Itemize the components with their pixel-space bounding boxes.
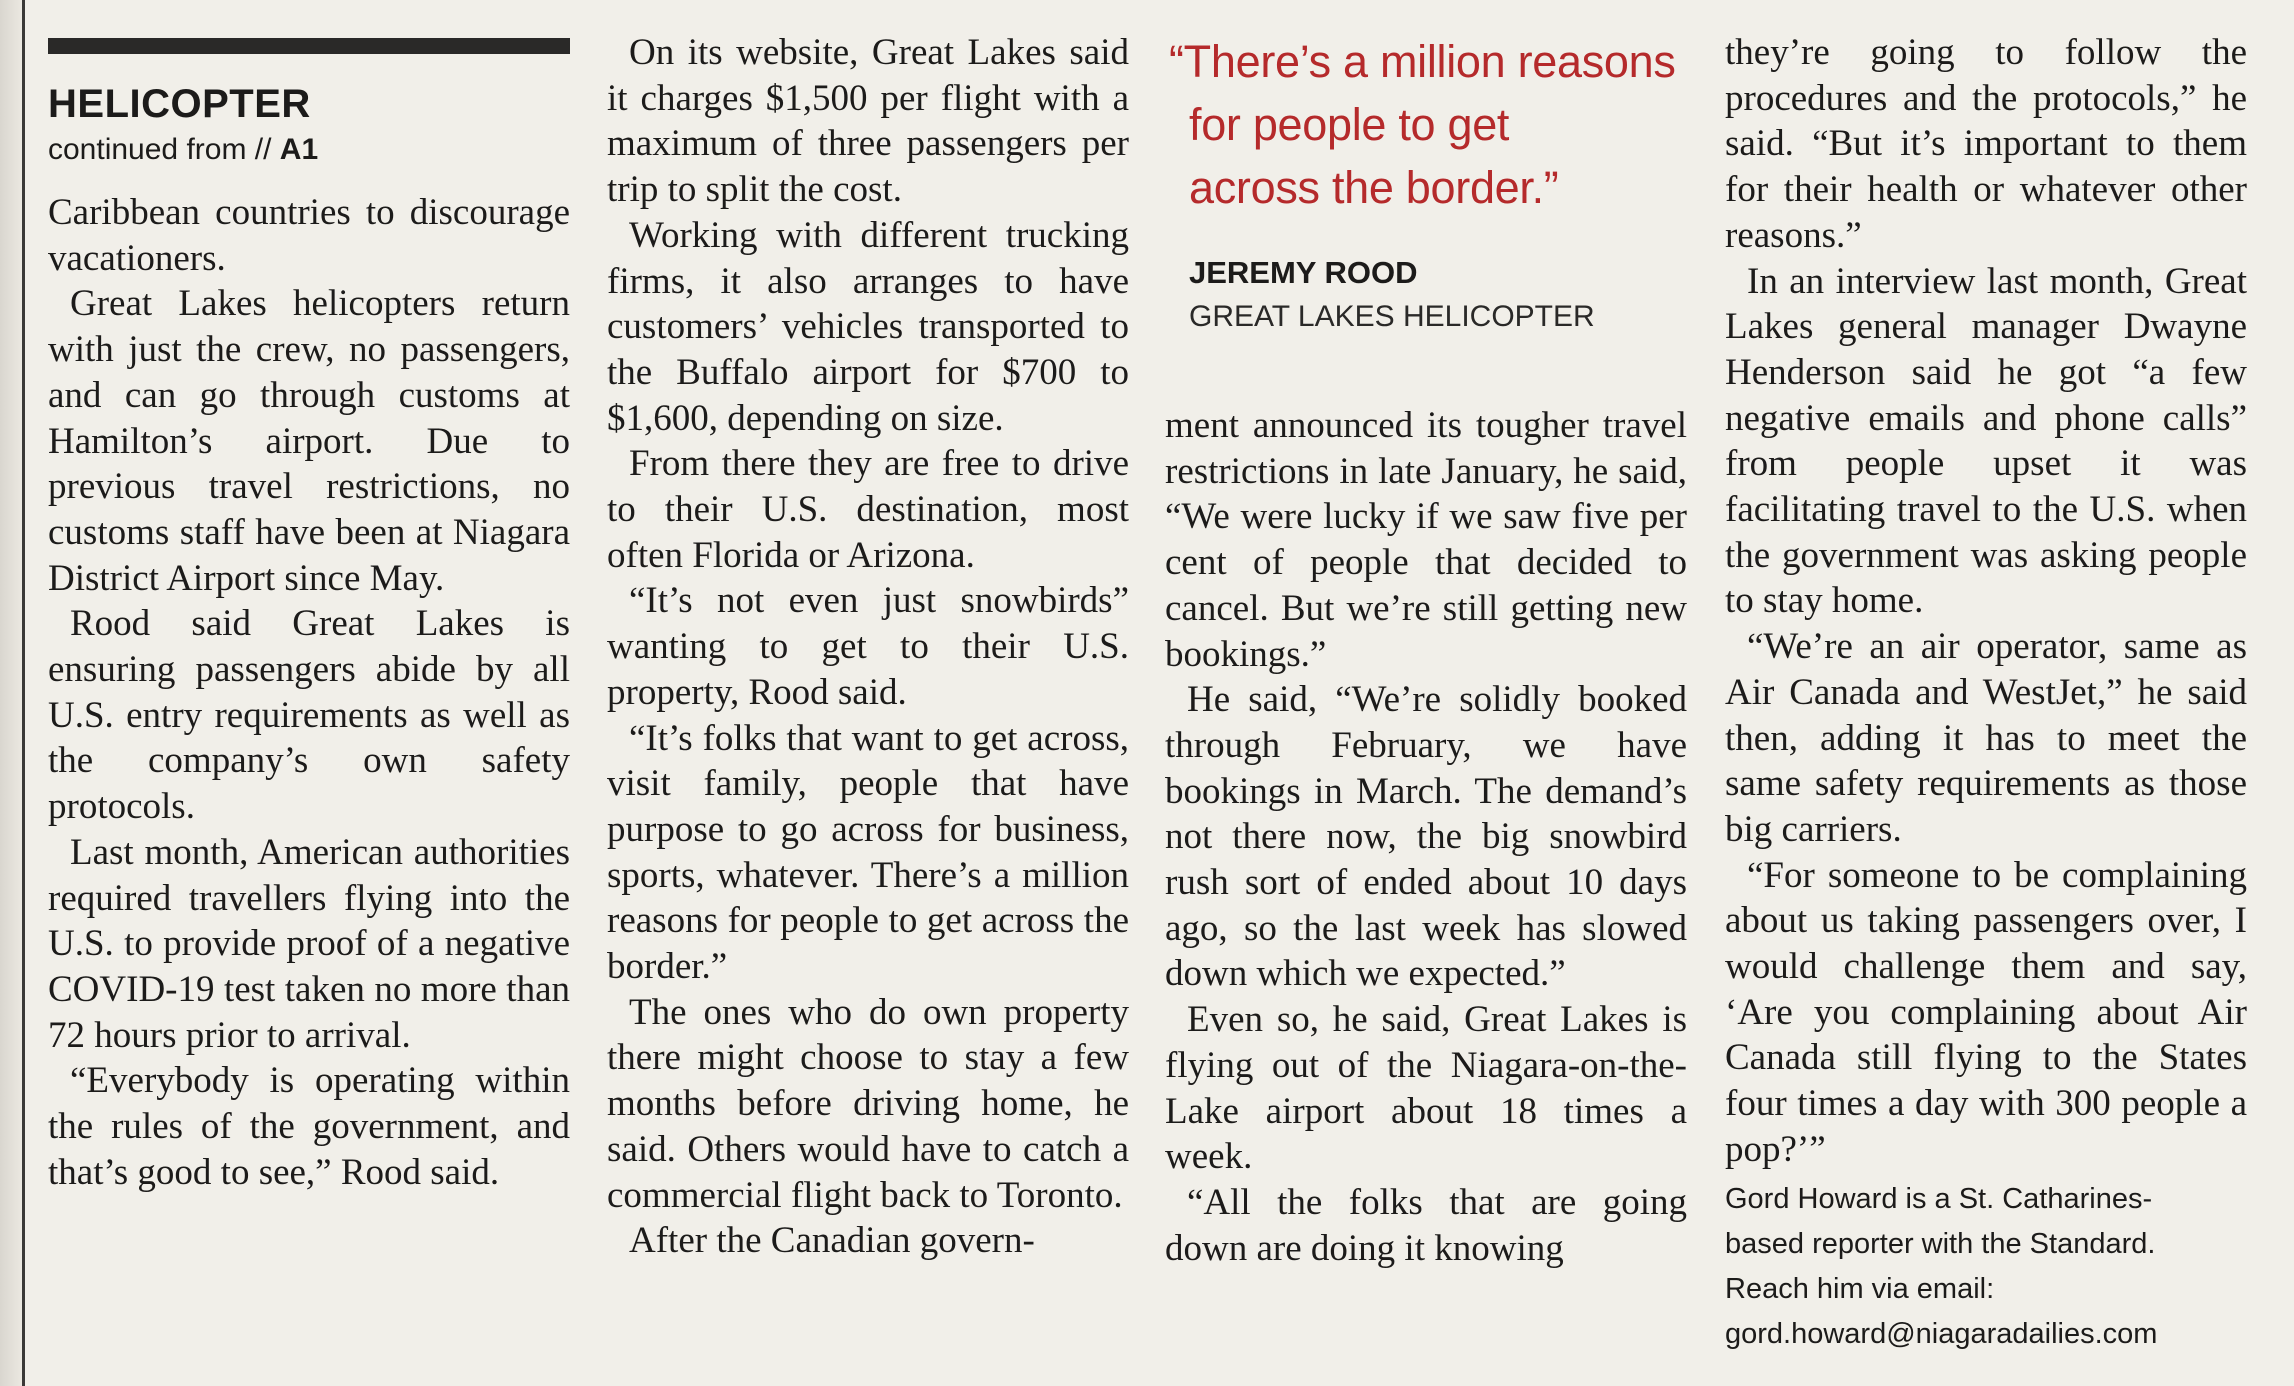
tagline-line: Gord Howard is a St. Catharines- [1725, 1182, 2153, 1215]
paragraph: The ones who do own property there might choose to stay a few months before driving home, he said. Others would have to catch a commercial flight back to Toronto. [607, 991, 1129, 1216]
article-column-1 [48, 30, 570, 1380]
article-column-2 [607, 30, 1129, 1380]
pull-quote-line: across the border.” [1189, 162, 1559, 213]
pull-quote-attribution-org: GREAT LAKES HELICOPTER [1189, 300, 1595, 333]
article-body-col-2 [607, 30, 1129, 1264]
pull-quote-box [1165, 30, 1687, 337]
paragraph: After the Canadian govern- [629, 1220, 1035, 1262]
paragraph: ment announced its tougher travel restrictions in late January, he said, “We were lucky if we saw five per cent of people that decided to cancel. But we’re still getting new bookings.” [1165, 405, 1687, 675]
paragraph: “We’re an air operator, same as Air Canada and WestJet,” he said then, adding it has to meet the same safety requirements as those big carriers. [1725, 626, 2247, 850]
pull-quote-line: for people to get [1189, 99, 1510, 150]
tagline-line: based reporter with the Standard. [1725, 1227, 2156, 1260]
paragraph: In an interview last month, Great Lakes general manager Dwayne Henderson said he got “a few negative emails and phone calls” from people upset it was facilitating travel to the U.S. when the government was asking people to stay home. [1725, 260, 2247, 622]
page-edge [0, 0, 25, 1386]
paragraph: Even so, he said, Great Lakes is flying out of the Niagara-on-the-Lake airport about 18 times a week. [1165, 999, 1687, 1178]
paragraph: He said, “We’re solidly booked through February, we have bookings in March. The demand’s not there now, the big snowbird rush sort of ended about 10 days ago, so the last week has slowed down which we expected.” [1165, 679, 1687, 995]
paragraph: they’re going to follow the procedures and the protocols,” he said. “But it’s important to them for their health or whatever other reasons.” [1725, 32, 2247, 256]
article-column-3 [1165, 30, 1687, 1380]
paragraph: “It’s folks that want to get across, visit family, people that have purpose to go across for business, sports, whatever. There’s a million reasons for people to get across the border.” [607, 717, 1129, 988]
author-email: gord.howard@niagaradailies.com [1725, 1317, 2158, 1350]
article-column-4 [1725, 30, 2247, 1380]
top-rule [48, 38, 570, 54]
paragraph: Working with different trucking firms, it also arranges to have customers’ vehicles transported to the Buffalo airport for $700 to $1,600, depending on size. [607, 214, 1129, 439]
continued-text: continued from // [48, 133, 272, 166]
paragraph: On its website, Great Lakes said it charges $1,500 per flight with a maximum of three passengers per trip to split the cost. [607, 32, 1129, 211]
paragraph: Last month, American authorities required travellers flying into the U.S. to provide proof of a negative COVID-19 test taken no more than 72 hours prior to arrival. [48, 831, 570, 1056]
paragraph: “It’s not even just snowbirds” wanting to get to their U.S. property, Rood said. [607, 580, 1129, 713]
pull-quote-line: “There’s a million reasons [1169, 36, 1676, 87]
article-body-col-1 [48, 190, 570, 1195]
paragraph: “Everybody is operating within the rules of the government, and that’s good to see,” Rood said. [48, 1060, 570, 1193]
pull-quote [1169, 30, 1687, 219]
paragraph: Rood said Great Lakes is ensuring passengers abide by all U.S. entry requirements as well as the company’s own safety protocols. [48, 603, 570, 828]
article-kicker: HELICOPTER [48, 82, 311, 126]
continued-from [48, 130, 570, 170]
author-tagline [1725, 1177, 2247, 1357]
article-body-col-4 [1725, 30, 2247, 1173]
continued-page-ref: A1 [279, 133, 319, 166]
paragraph: From there they are free to drive to their U.S. destination, most often Florida or Arizona. [607, 443, 1129, 576]
paragraph: “For someone to be complaining about us taking passengers over, I would challenge them and say, ‘Are you complaining about Air Canada still flying to the States four times a day with 300 people a pop?’” [1725, 854, 2247, 1170]
pull-quote-attribution-name: JEREMY ROOD [1189, 255, 1418, 290]
paragraph: Great Lakes helicopters return with just the crew, no passengers, and can go through customs at Hamilton’s airport. Due to previous travel restrictions, no customs staff have been at Niagara District Airport since May. [48, 283, 570, 599]
tagline-line: Reach him via email: [1725, 1272, 1995, 1305]
paragraph: “All the folks that are going down are doing it knowing [1165, 1181, 1687, 1269]
article-body-col-3 [1165, 403, 1687, 1271]
paragraph: Caribbean countries to discourage vacationers. [48, 192, 570, 279]
